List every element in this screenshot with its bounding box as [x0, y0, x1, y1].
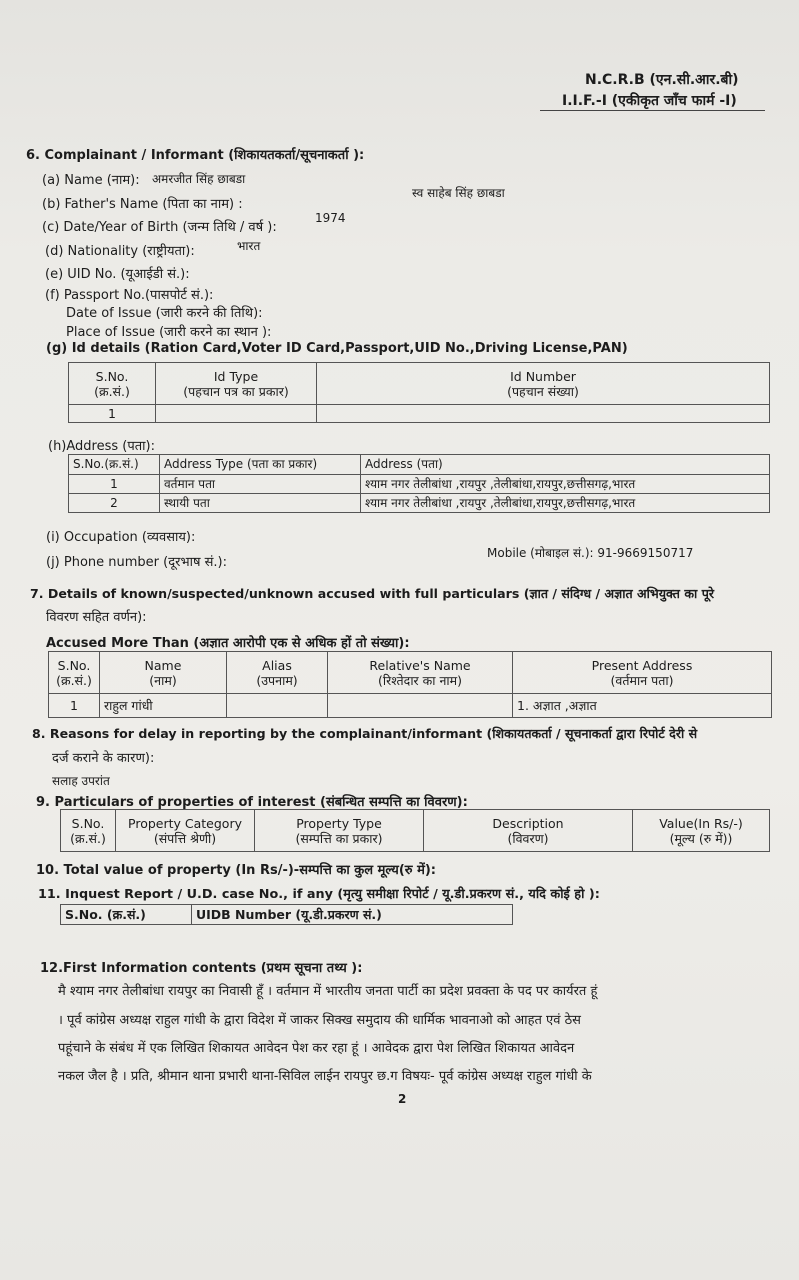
nationality-value: भारत [237, 239, 261, 253]
address-table [68, 454, 770, 513]
passport-label: (f) Passport No.(पासपोर्ट सं.): [45, 288, 214, 303]
inquest-header-sno: S.No. (क्र.सं.) [61, 905, 192, 925]
id-table-header-number: Id Number (पहचान संख्या) [317, 363, 770, 405]
property-table [60, 809, 770, 852]
table-row [69, 494, 770, 513]
accused-cell-sno: 1 [49, 694, 100, 718]
page-number: 2 [398, 1092, 407, 1106]
id-table-cell-sno: 1 [69, 405, 156, 423]
accused-cell-alias [227, 694, 328, 718]
section-6-title: 6. Complainant / Informant (शिकायतकर्ता/सूचनाकर्ता ): [26, 148, 365, 163]
address-row-address: श्याम नगर तेलीबांधा ,रायपुर ,तेलीबांधा,रायपुर,छत्तीसगढ़,भारत [361, 494, 770, 513]
accused-cell-address: 1. अज्ञात ,अज्ञात [513, 694, 772, 718]
id-table-cell-type [156, 405, 317, 423]
section-8-title-line1: 8. Reasons for delay in reporting by the complainant/informant (शिकायतकर्ता / सूचनाकर्ता द्वारा रिपोर्ट देरी से [32, 726, 698, 741]
iif-header: I.I.F.-I (एकीकृत जाँच फार्म -I) [562, 93, 737, 109]
phone-label: (j) Phone number (दूरभाष सं.): [46, 555, 227, 570]
fir-content-line: नकल जैल है । प्रति, श्रीमान थाना प्रभारी थाना-सिविल लाईन रायपुर छ.ग विषयः- पूर्व कांग्रेस अध्यक्ष राहुल गांधी के [58, 1069, 592, 1084]
inquest-header-uidb: UIDB Number (यू.डी.प्रकरण सं.) [192, 905, 513, 925]
section-8-title-line2: दर्ज कराने के कारण): [52, 751, 155, 766]
accused-cell-name: राहुल गांधी [100, 694, 227, 718]
section-9-title: 9. Particulars of properties of interest (संबन्धित सम्पत्ति का विवरण): [36, 795, 468, 810]
dob-value: 1974 [315, 211, 346, 225]
section-11-title: 11. Inquest Report / U.D. case No., if any (मृत्यु समीक्षा रिपोर्ट / यू.डी.प्रकरण सं., यदि कोई हो ): [38, 887, 600, 902]
address-table-header-type: Address Type (पता का प्रकार) [160, 455, 361, 475]
address-row-address: श्याम नगर तेलीबांधा ,रायपुर ,तेलीबांधा,रायपुर,छत्तीसगढ़,भारत [361, 475, 770, 494]
id-table-cell-number [317, 405, 770, 423]
accused-header-name: Name (नाम) [100, 652, 227, 694]
section-7-title-line1: 7. Details of known/suspected/unknown accused with full particulars (ज्ञात / संदिग्ध / अज्ञात अभियुक्त का पूरे [30, 586, 714, 601]
section-7-title-line2: विवरण सहित वर्णन): [46, 610, 147, 625]
fir-content-line: मै श्याम नगर तेलीबांधा रायपुर का निवासी हूँ । वर्तमान में भारतीय जनता पार्टी का प्रदेश प्रवक्ता के पद पर कार्यरत हूं [58, 984, 598, 999]
table-row [49, 694, 772, 718]
fir-content-line: पहूंचाने के संबंध में एक लिखित शिकायत आवेदन पेश कर रहा हूं । आवेदक द्वारा पेश लिखित शिकायत आवेदन [58, 1041, 575, 1056]
address-table-header-sno: S.No.(क्र.सं.) [69, 455, 160, 475]
property-header-category: Property Category (संपत्ति श्रेणी) [116, 810, 255, 852]
delay-reason-value: सलाह उपरांत [52, 774, 110, 788]
section-12-title: 12.First Information contents (प्रथम सूचना तथ्य ): [40, 961, 363, 976]
property-header-type: Property Type (सम्पत्ति का प्रकार) [255, 810, 424, 852]
id-table-header-type: Id Type (पहचान पत्र का प्रकार) [156, 363, 317, 405]
section-10-title: 10. Total value of property (In Rs/-)-सम्पत्ति का कुल मूल्य(रु में): [36, 863, 436, 878]
accused-header-relative: Relative's Name (रिश्तेदार का नाम) [328, 652, 513, 694]
header-underline [540, 110, 765, 111]
father-name-label: (b) Father's Name (पिता का नाम) : [42, 197, 243, 212]
date-of-issue-label: Date of Issue (जारी करने की तिथि): [66, 306, 263, 321]
accused-table [48, 651, 772, 718]
accused-header-address: Present Address (वर्तमान पता) [513, 652, 772, 694]
property-header-sno: S.No. (क्र.सं.) [61, 810, 116, 852]
address-label: (h)Address (पता): [48, 439, 155, 454]
accused-header-alias: Alias (उपनाम) [227, 652, 328, 694]
address-row-type: वर्तमान पता [160, 475, 361, 494]
accused-header-sno: S.No. (क्र.सं.) [49, 652, 100, 694]
ncrb-header: N.C.R.B (एन.सी.आर.बी) [585, 72, 739, 88]
property-header-value: Value(In Rs/-) (मूल्य (रु में)) [633, 810, 770, 852]
id-details-table [68, 362, 770, 423]
uid-label: (e) UID No. (यूआईडी सं.): [45, 267, 190, 282]
address-table-header-address: Address (पता) [361, 455, 770, 475]
name-label: (a) Name (नाम): [42, 173, 140, 188]
id-table-header-sno: S.No. (क्र.सं.) [69, 363, 156, 405]
dob-label: (c) Date/Year of Birth (जन्म तिथि / वर्ष ): [42, 220, 277, 235]
address-row-sno: 2 [69, 494, 160, 513]
property-header-description: Description (विवरण) [424, 810, 633, 852]
place-of-issue-label: Place of Issue (जारी करने का स्थान ): [66, 325, 272, 340]
accused-cell-relative [328, 694, 513, 718]
address-row-sno: 1 [69, 475, 160, 494]
inquest-table [60, 904, 513, 925]
name-value: अमरजीत सिंह छाबडा [152, 172, 246, 186]
address-row-type: स्थायी पता [160, 494, 361, 513]
table-row [69, 475, 770, 494]
id-details-label: (g) Id details (Ration Card,Voter ID Card,Passport,UID No.,Driving License,PAN) [46, 341, 628, 356]
nationality-label: (d) Nationality (राष्ट्रीयता): [45, 244, 195, 259]
fir-content-line: । पूर्व कांग्रेस अध्यक्ष राहुल गांधी के द्वारा विदेश में जाकर सिक्ख समुदाय की धार्मिक भावनाओ को आहत एवं ठेस [58, 1013, 581, 1028]
accused-more-than-label: Accused More Than (अज्ञात आरोपी एक से अधिक हों तो संख्या): [46, 636, 410, 651]
father-name-value: स्व साहेब सिंह छाबडा [412, 186, 505, 200]
occupation-label: (i) Occupation (व्यवसाय): [46, 530, 196, 545]
mobile-number: Mobile (मोबाइल सं.): 91-9669150717 [487, 546, 694, 560]
